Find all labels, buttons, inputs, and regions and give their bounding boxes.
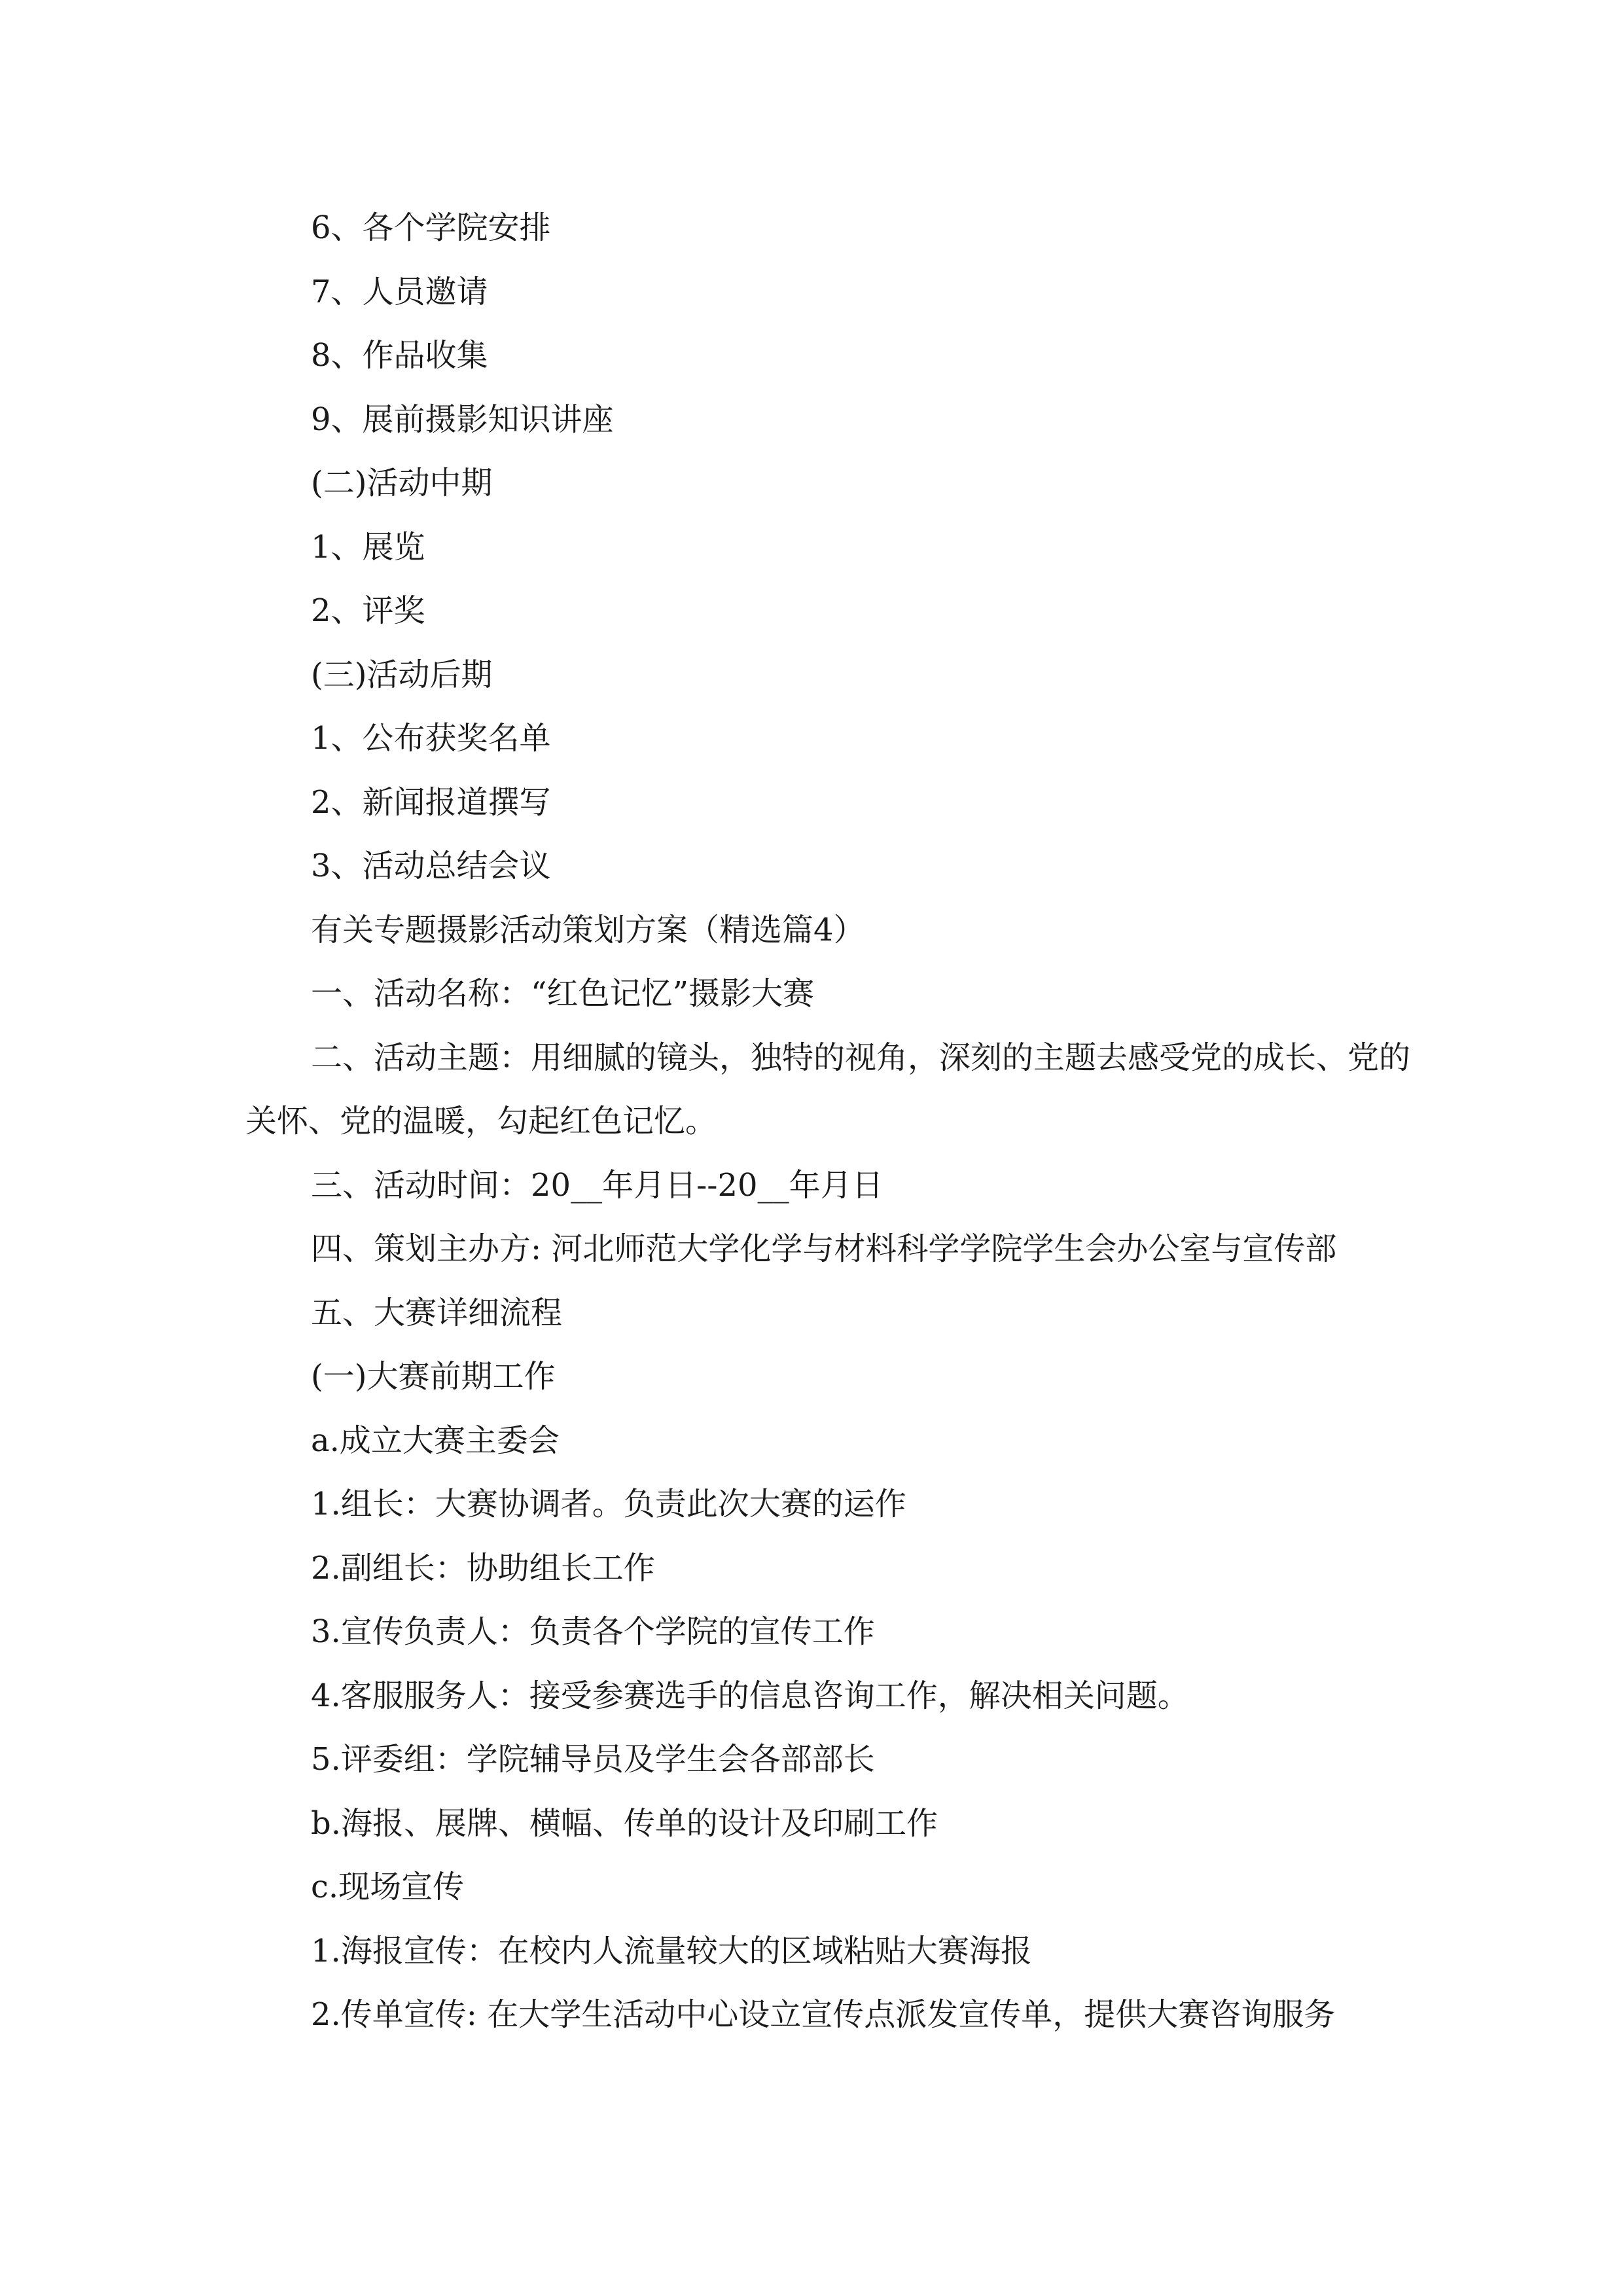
list-item: 2.传单宣传: 在大学生活动中心设立宣传点派发宣传单，提供大赛咨询服务 bbox=[311, 1996, 1336, 2033]
section-heading: (一)大赛前期工作 bbox=[311, 1358, 556, 1395]
section-heading: (二)活动中期 bbox=[311, 465, 493, 501]
list-item: a.成立大赛主委会 bbox=[311, 1422, 560, 1459]
list-item: 1、公布获奖名单 bbox=[311, 720, 551, 757]
list-item: 1、展览 bbox=[311, 528, 425, 565]
paragraph: 四、策划主办方: 河北师范大学化学与材料科学学院学生会办公室与宣传部 bbox=[311, 1230, 1337, 1267]
list-item: 5.评委组：学院辅导员及学生会各部部长 bbox=[311, 1741, 875, 1778]
list-item: 2、新闻报道撰写 bbox=[311, 783, 551, 821]
list-item: b.海报、展牌、横幅、传单的设计及印刷工作 bbox=[311, 1804, 938, 1842]
document-body bbox=[245, 196, 1423, 2047]
paragraph: 二、活动主题：用细腻的镜头，独特的视角，深刻的主题去感受党的成长、党的关怀、党的温暖，勾起红色记忆。 bbox=[245, 1039, 1411, 1139]
section-heading: 五、大赛详细流程 bbox=[311, 1294, 563, 1331]
list-item: 7、人员邀请 bbox=[311, 273, 488, 310]
list-item: 9、展前摄影知识讲座 bbox=[311, 401, 614, 438]
list-item: c.现场宣传 bbox=[311, 1869, 465, 1905]
list-item: 8、作品收集 bbox=[311, 337, 488, 374]
list-item: 2、评奖 bbox=[311, 592, 425, 629]
document-title: 有关专题摄影活动策划方案（精选篇4） bbox=[311, 911, 865, 948]
list-item: 1.海报宣传：在校内人流量较大的区域粘贴大赛海报 bbox=[311, 1932, 1032, 1969]
list-item: 2.副组长：协助组长工作 bbox=[311, 1549, 655, 1587]
list-item: 4.客服服务人：接受参赛选手的信息咨询工作，解决相关问题。 bbox=[311, 1677, 1189, 1714]
paragraph: 一、活动名称：“红色记忆”摄影大赛 bbox=[311, 975, 815, 1012]
paragraph: 三、活动时间：20__年月日--20__年月日 bbox=[311, 1166, 883, 1204]
list-item: 6、各个学院安排 bbox=[311, 209, 551, 246]
section-heading: (三)活动后期 bbox=[311, 656, 493, 693]
list-item: 3.宣传负责人：负责各个学院的宣传工作 bbox=[311, 1613, 875, 1650]
list-item: 1.组长：大赛协调者。负责此次大赛的运作 bbox=[311, 1486, 906, 1522]
list-item: 3、活动总结会议 bbox=[311, 848, 551, 884]
